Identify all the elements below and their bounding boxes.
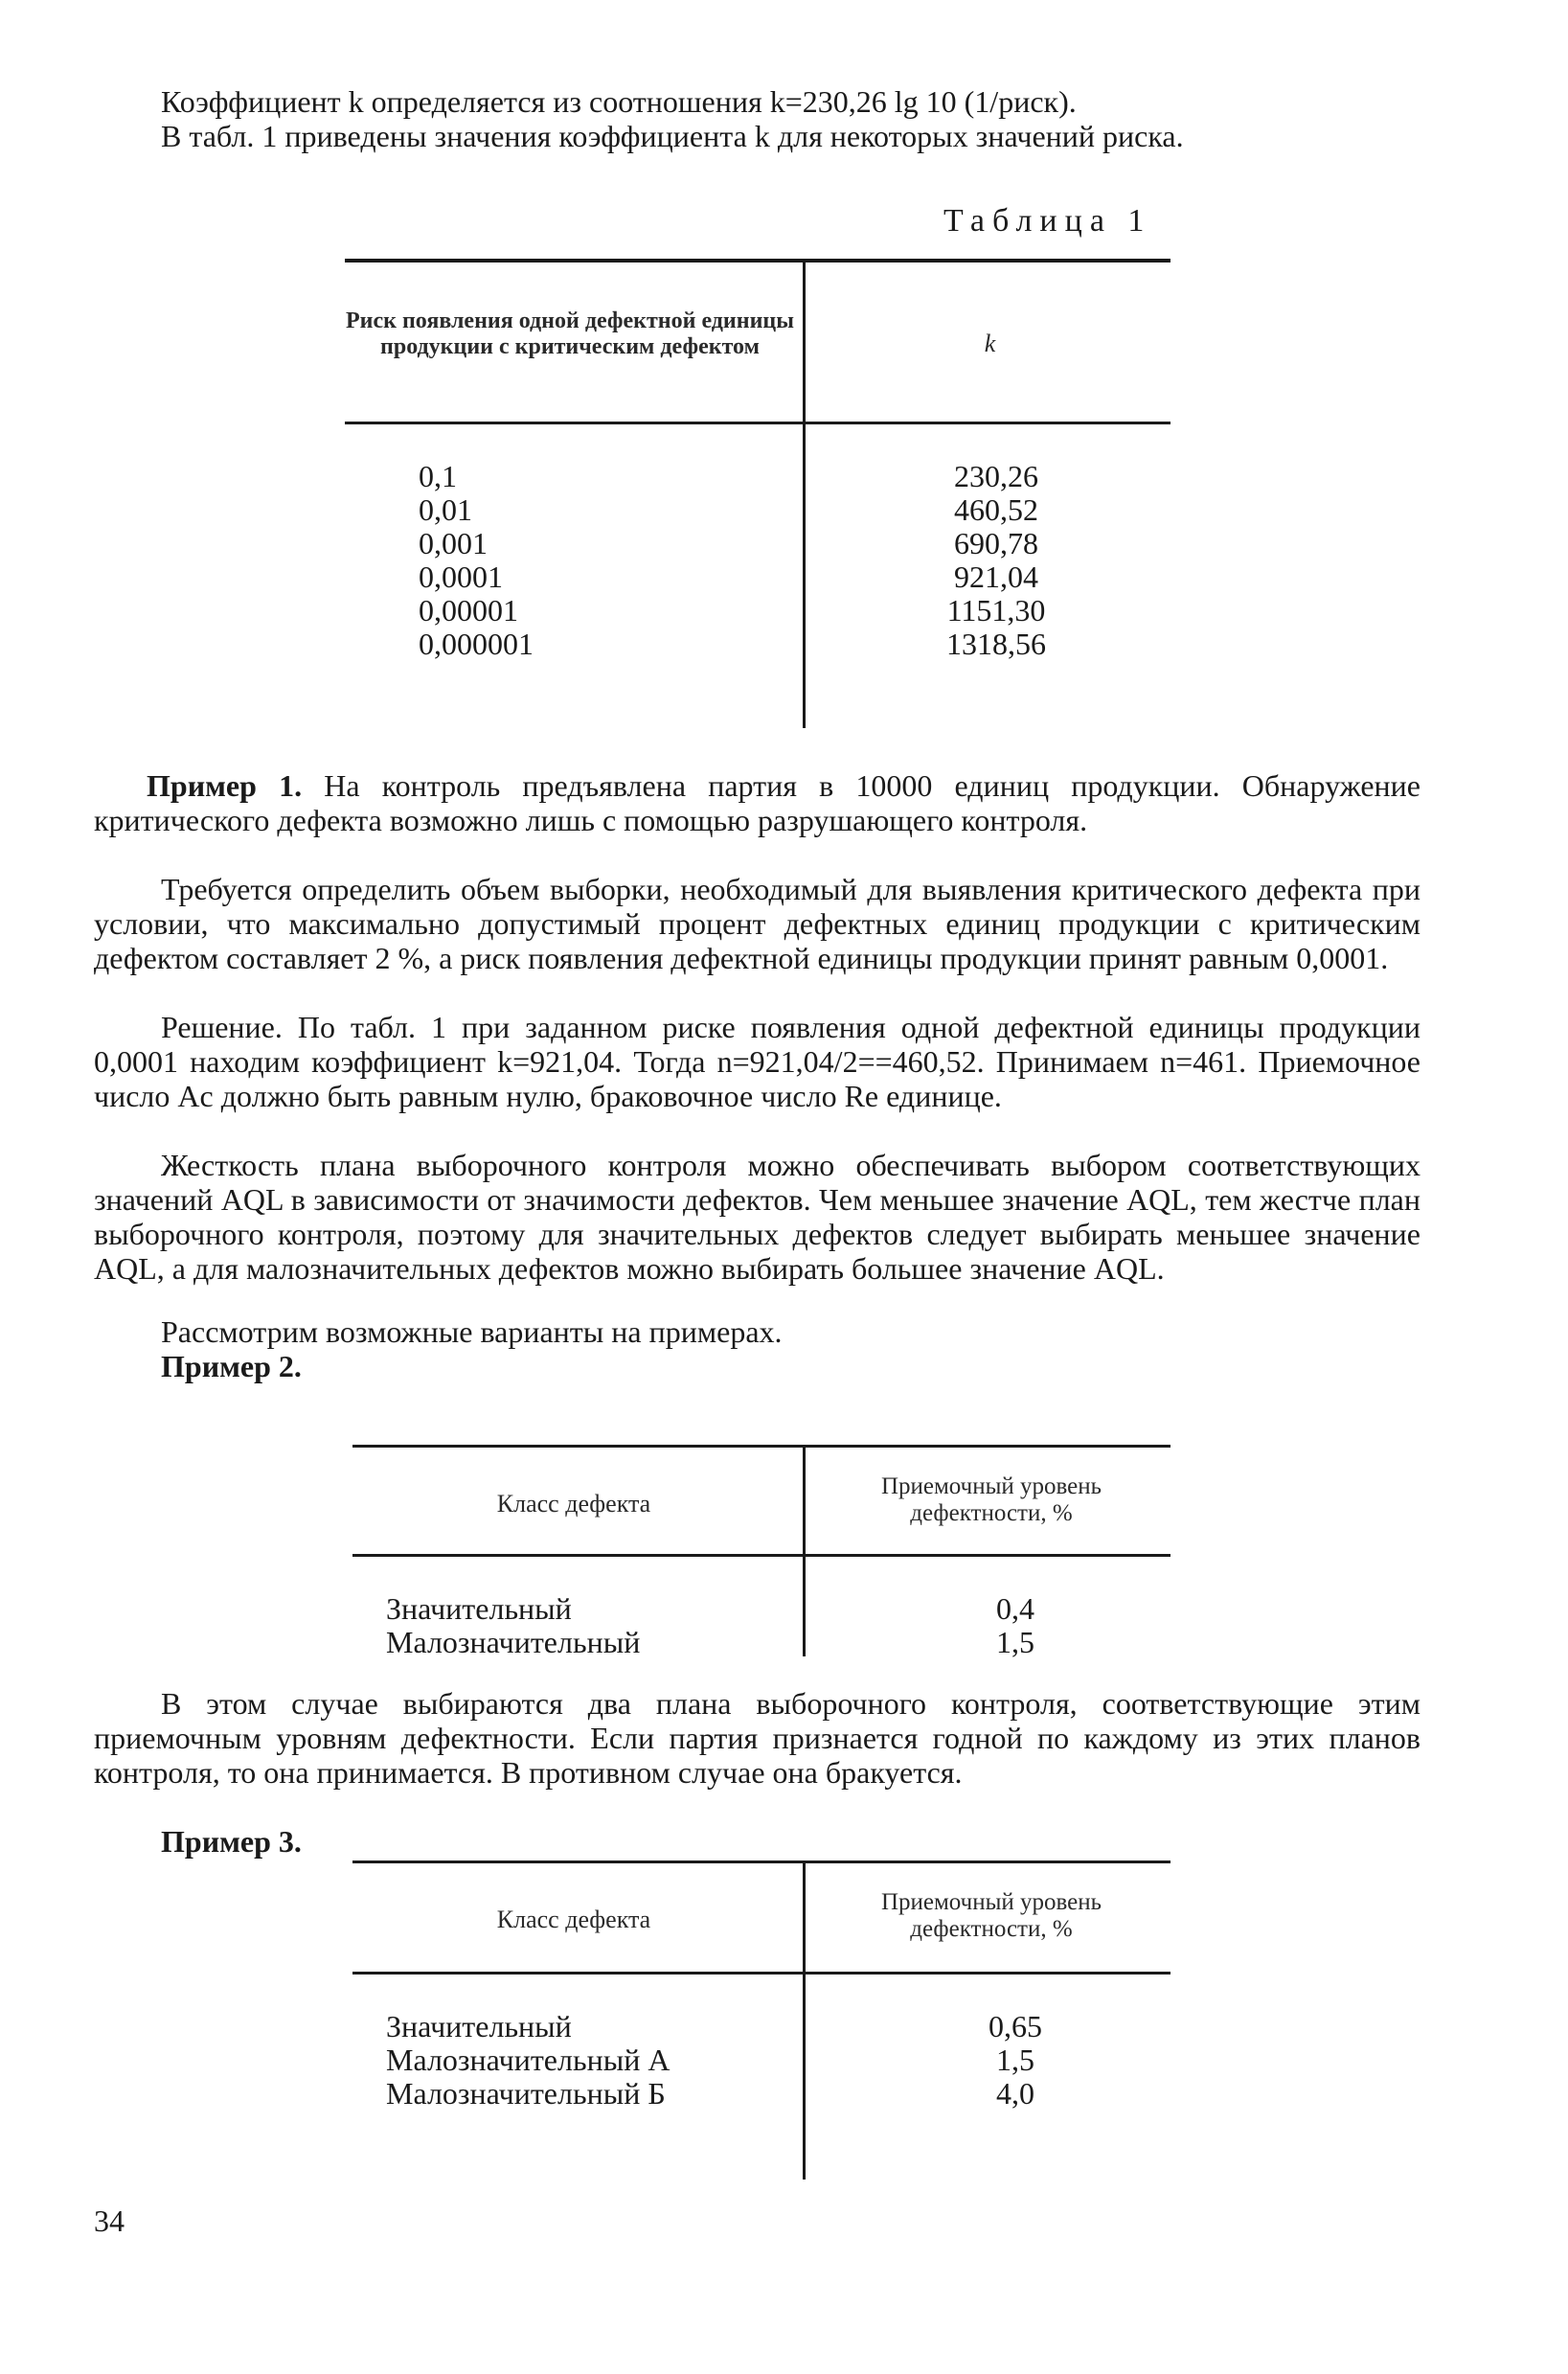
example2-class-cell: Значительный (386, 1591, 572, 1626)
table1-k-cell: 921,04 (954, 559, 1038, 594)
example2-header-level: Приемочный уровень дефектности, % (880, 1473, 1102, 1526)
table1-caption: Таблица 1 (943, 203, 1152, 239)
table1-risk-cell: 0,00001 (419, 593, 518, 628)
example2-level-cell: 1,5 (996, 1625, 1034, 1659)
table1-k-cell: 690,78 (954, 526, 1038, 560)
page-number: 34 (94, 2203, 125, 2238)
intro-line-1: Коэффициент k определяется из соотношения k=230,26 lg 10 (1/риск). (161, 84, 1077, 119)
table1-k-cell: 1151,30 (946, 593, 1046, 628)
table1-k-cell: 1318,56 (946, 627, 1046, 661)
example2-label: Пример 2. (161, 1349, 302, 1383)
example3-header-rule (352, 1972, 1170, 1975)
table1-header-k: k (984, 330, 996, 357)
example1-label: Пример 1. (147, 768, 303, 803)
example2-after-paragraph: В этом случае выбираются два плана выборочного контроля, соответствующие этим приемочным уровням дефектности. Если партия признается годной по каждому из этих планов контроля, то она принимается. В противном случае она бракуется. (94, 1686, 1420, 1790)
example3-top-rule (352, 1860, 1170, 1863)
table1-k-cell: 460,52 (954, 492, 1038, 527)
example1-solution: Решение. По табл. 1 при заданном риске появления одной дефектной единицы продукции 0,0001 находим коэффициент k=921,04. Тогда n=921,04/2==460,52. Принимаем n=461. Приемочное число Ac должно быть равным нулю, браковочное число Re единице. (94, 1010, 1420, 1113)
example2-header-rule (352, 1554, 1170, 1557)
example3-level-cell: 4,0 (996, 2076, 1034, 2111)
example2-header-class: Класс дефекта (496, 1490, 651, 1518)
table1-header-risk: Риск появления одной дефектной единицы продукции с критическим дефектом (346, 308, 794, 359)
table1-column-divider (803, 263, 806, 728)
example3-class-cell: Малозначительный А (386, 2043, 670, 2077)
example3-column-divider (803, 1863, 806, 2180)
example3-class-cell: Значительный (386, 2009, 572, 2043)
example3-header-class: Класс дефекта (496, 1906, 651, 1933)
table1-risk-cell: 0,1 (419, 459, 457, 493)
table1-risk-cell: 0,001 (419, 526, 488, 560)
table1-risk-cell: 0,000001 (419, 627, 534, 661)
example1-paragraph (94, 768, 1420, 837)
example1-requirement: Требуется определить объем выборки, необходимый для выявления критического дефекта при условии, что максимально допустимый процент дефектных единиц продукции с критическим дефектом составляет 2 %, а риск появления дефектной единицы продукции принят равным 0,0001. (94, 872, 1420, 975)
example3-header-level: Приемочный уровень дефектности, % (880, 1889, 1102, 1942)
example3-label: Пример 3. (161, 1824, 302, 1859)
example2-class-cell: Малозначительный (386, 1625, 641, 1659)
example2-level-cell: 0,4 (996, 1591, 1034, 1626)
example3-level-cell: 0,65 (989, 2009, 1042, 2043)
aql-paragraph: Жесткость плана выборочного контроля можно обеспечивать выбором соответствующих значений AQL в зависимости от значимости дефектов. Чем меньшее значение AQL, тем жестче план выборочного контроля, поэтому для значительных дефектов следует выбирать меньшее значение AQL, а для малозначительных дефектов можно выбирать большее значение AQL. (94, 1148, 1420, 1286)
table1-k-cell: 230,26 (954, 459, 1038, 493)
table1-header-rule (345, 422, 1170, 424)
example2-top-rule (352, 1445, 1170, 1448)
table1-risk-cell: 0,01 (419, 492, 472, 527)
table1-top-rule (345, 259, 1170, 263)
table1-risk-cell: 0,0001 (419, 559, 503, 594)
example3-level-cell: 1,5 (996, 2043, 1034, 2077)
intro-line-2: В табл. 1 приведены значения коэффициента k для некоторых значений риска. (161, 119, 1184, 153)
example2-column-divider (803, 1448, 806, 1656)
consider-line: Рассмотрим возможные варианты на примерах. (161, 1314, 783, 1349)
example3-class-cell: Малозначительный Б (386, 2076, 666, 2111)
example1-text: На контроль предъявлена партия в 10000 единиц продукции. Обнаружение критического дефекта возможно лишь с помощью разрушающего контроля. (94, 768, 1421, 837)
